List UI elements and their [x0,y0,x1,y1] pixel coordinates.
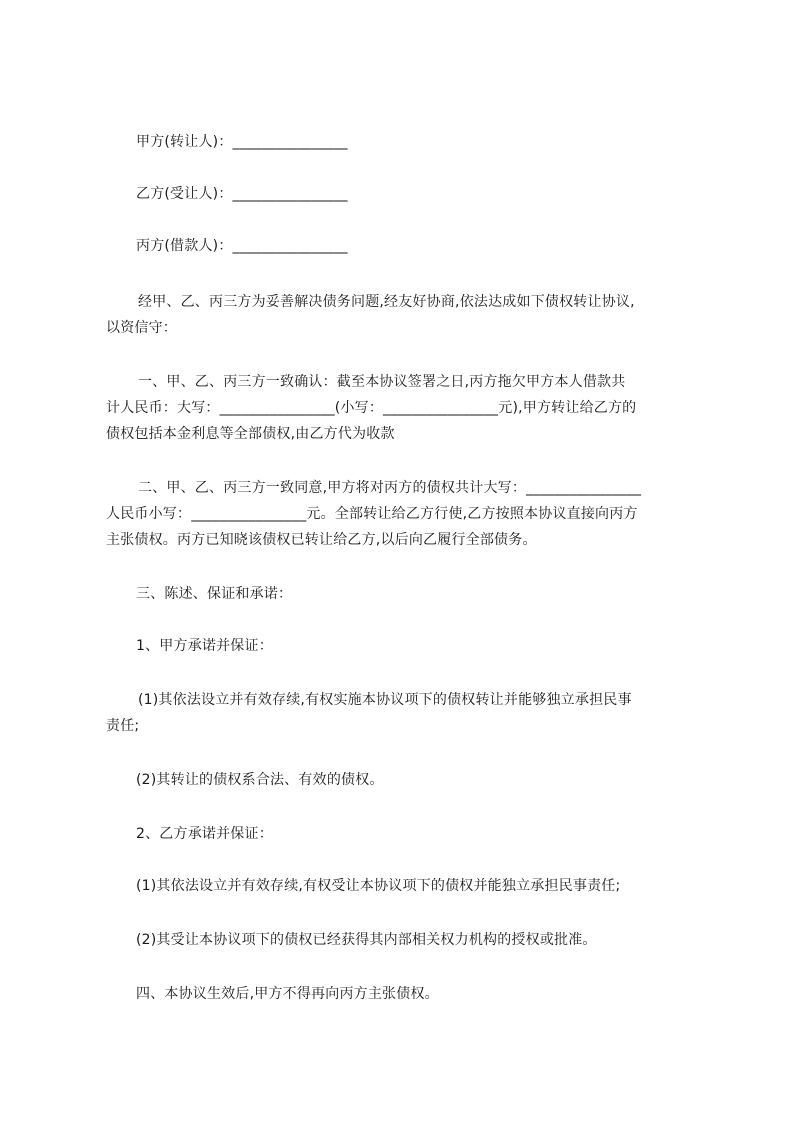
clause-3-sub-1-item-2: (2)其转让的债权系合法、有效的债权。 [136,772,384,788]
preamble-line-2: 以资信守： [106,320,177,336]
clause-3-sub-2-item-2: (2)其受让本协议项下的债权已经获得其内部相关权力机构的授权或批准。 [136,932,597,948]
clause-1-line-2: 计人民币：大写：________________(小写：________________元),甲方转让给乙方的 [106,400,637,416]
clause-2-line-2: 人民币小写：________________元。全部转让给乙方行使,乙方按照本协议直接向丙方 [106,506,638,522]
clause-1-line-3: 债权包括本金利息等全部债权,由乙方代为收款 [106,426,395,442]
clause-1-line-1: 一、甲、乙、丙三方一致确认：截至本协议签署之日,丙方拖欠甲方本人借款共 [138,374,626,390]
clause-2-line-3: 主张债权。丙方已知晓该债权已转让给乙方,以后向乙履行全部债务。 [106,532,537,548]
clause-2-line-1: 二、甲、乙、丙三方一致同意,甲方将对丙方的债权共计大写：________________ [138,480,642,496]
party-b-line: 乙方(受让人)：________________ [136,186,348,202]
clause-3-sub-1-item-1-line-1: (1)其依法设立并有效存续,有权实施本协议项下的债权转让并能够独立承担民事 [138,692,632,708]
clause-3-sub-1-heading: 1、甲方承诺并保证： [136,638,273,654]
preamble-line-1: 经甲、乙、丙三方为妥善解决债务问题,经友好协商,依法达成如下债权转让协议, [138,294,635,310]
clause-3-sub-1-item-1-line-2: 责任; [106,718,140,734]
clause-3-sub-2-item-1: (1)其依法设立并有效存续,有权受让本协议项下的债权并能独立承担民事责任; [136,878,621,894]
clause-3-heading: 三、陈述、保证和承诺： [136,586,293,602]
clause-3-sub-2-heading: 2、乙方承诺并保证： [136,826,273,842]
clause-4-text: 四、本协议生效后,甲方不得再向丙方主张债权。 [136,986,439,1002]
party-c-line: 丙方(借款人)：________________ [136,238,348,254]
party-a-line: 甲方(转让人)：________________ [136,134,348,150]
